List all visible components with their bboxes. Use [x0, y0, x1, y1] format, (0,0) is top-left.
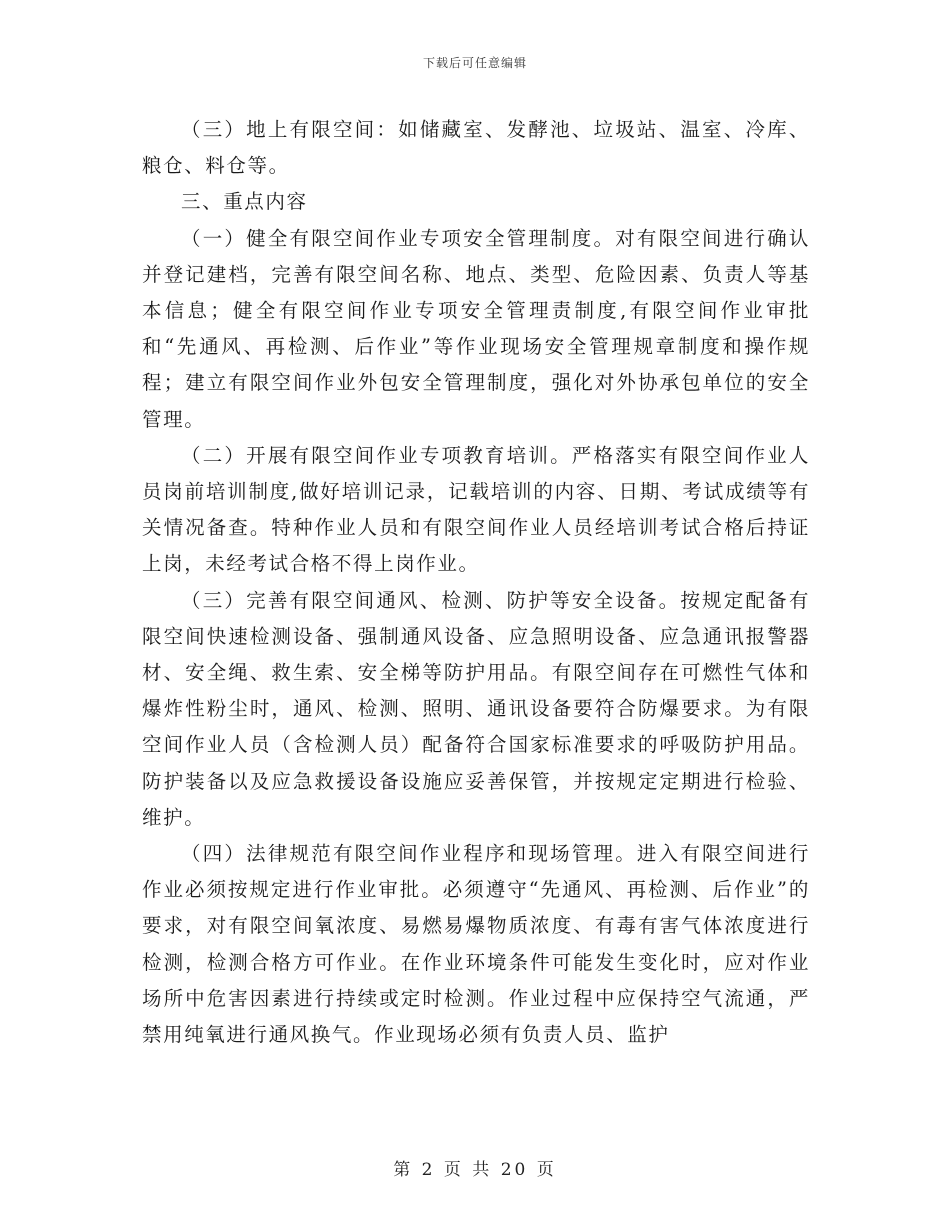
- page-number-footer: 第 2 页 共 20 页: [393, 1160, 557, 1180]
- document-body: [142, 112, 810, 1053]
- paragraph-operation-procedure: （四）法律规范有限空间作业程序和现场管理。进入有限空间进行作业必须按规定进行作业审批。必须遵守“先通风、再检测、后作业”的要求，对有限空间氧浓度、易燃易爆物质浓度、有毒有害气体浓度进行检测，检测合格方可作业。在作业环境条件可能发生变化时，应对作业场所中危害因素进行持续或定时检测。作业过程中应保持空气流通，严禁用纯氧进行通风换气。作业现场必须有负责人员、监护: [142, 842, 810, 1047]
- section-heading-key-content: 三、重点内容: [181, 190, 308, 214]
- paragraph-ground-spaces: （三）地上有限空间：如储藏室、发酵池、垃圾站、温室、冷库、粮仓、料仓等。: [142, 118, 810, 178]
- paragraph-safety-equipment: （三）完善有限空间通风、检测、防护等安全设备。按规定配备有限空间快速检测设备、强制通风设备、应急照明设备、应急通讯报警器材、安全绳、救生索、安全梯等防护用品。有限空间存在可燃性气体和爆炸性粉尘时，通风、检测、照明、通讯设备要符合防爆要求。为有限空间作业人员（含检测人员）配备符合国家标准要求的呼吸防护用品。防护装备以及应急救援设备设施应妥善保管，并按规定定期进行检验、维护。: [142, 588, 810, 829]
- paragraph-training: （二）开展有限空间作业专项教育培训。严格落实有限空间作业人员岗前培训制度,做好培训记录，记载培训的内容、日期、考试成绩等有关情况备查。特种作业人员和有限空间作业人员经培训考试合格后持证上岗，未经考试合格不得上岗作业。: [142, 443, 810, 576]
- paragraph-management-system: （一）健全有限空间作业专项安全管理制度。对有限空间进行确认并登记建档，完善有限空间名称、地点、类型、危险因素、负责人等基本信息；健全有限空间作业专项安全管理责制度,有限空间作业审批和“先通风、再检测、后作业”等作业现场安全管理规章制度和操作规程；建立有限空间作业外包安全管理制度，强化对外协承包单位的安全管理。: [142, 226, 810, 431]
- page-header-note: 下载后可任意编辑: [422, 56, 527, 70]
